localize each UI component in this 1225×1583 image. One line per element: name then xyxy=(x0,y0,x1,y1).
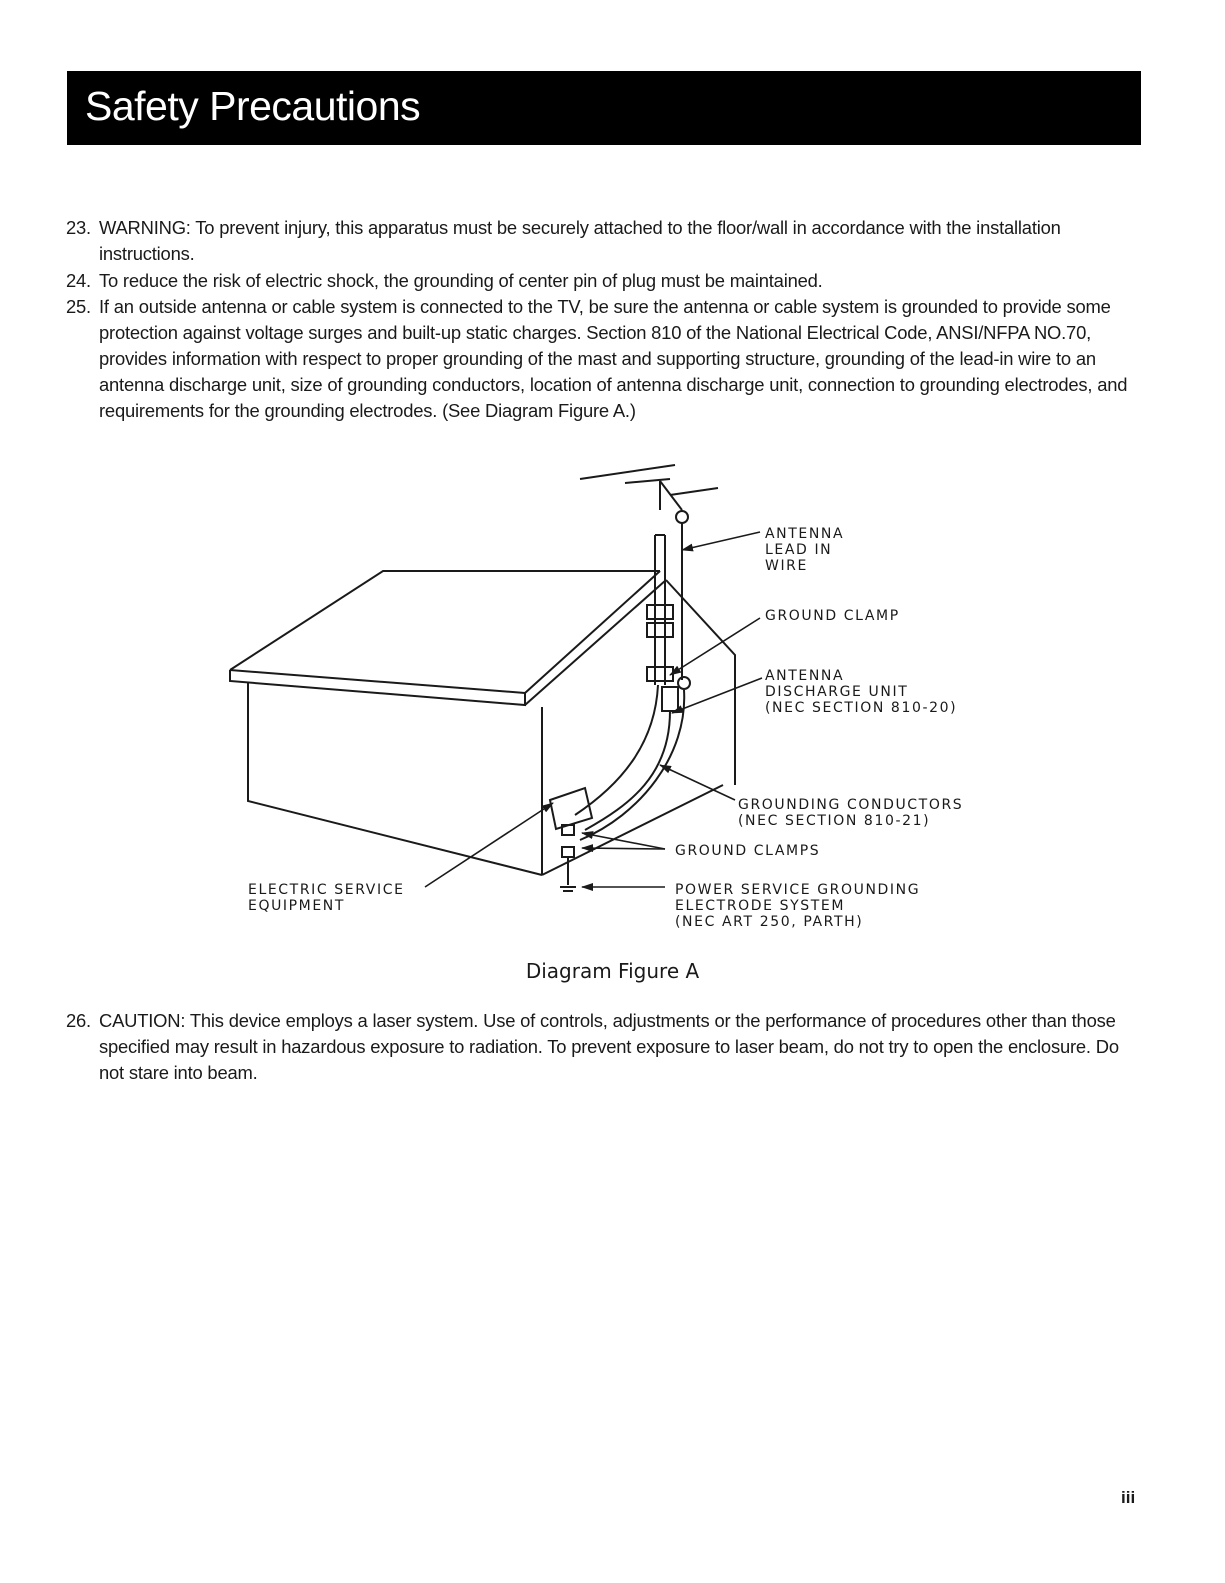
label-power-grounding: ELECTRODE SYSTEM xyxy=(675,898,846,914)
label-electric-service: ELECTRIC SERVICE xyxy=(248,882,405,898)
label-electric-service: EQUIPMENT xyxy=(248,898,346,914)
label-antenna-lead-in: ANTENNA xyxy=(765,526,845,542)
label-antenna-lead-in: WIRE xyxy=(765,558,808,574)
label-discharge-unit: DISCHARGE UNIT xyxy=(765,684,909,700)
page-number: iii xyxy=(1121,1488,1136,1507)
label-power-grounding: POWER SERVICE GROUNDING xyxy=(675,882,921,898)
item-text: CAUTION: This device employs a laser system. Use of controls, adjustments or the performance of procedures other than those specified may result in hazardous exposure to radiation. To prevent exposure to laser beam, do not try to open the enclosure. Do not stare into beam. xyxy=(99,1010,1119,1083)
house-drawing xyxy=(230,465,735,891)
item-number: 24. xyxy=(66,269,91,291)
item-text: To reduce the risk of electric shock, the grounding of center pin of plug must be maintained. xyxy=(99,269,823,291)
item-text: WARNING: To prevent injury, this apparatus must be securely attached to the floor/wall in accordance with the installation instructions. xyxy=(99,217,1061,264)
label-ground-clamp: GROUND CLAMP xyxy=(765,608,900,624)
precautions-list xyxy=(66,215,1146,424)
label-antenna-lead-in: LEAD IN xyxy=(765,542,833,558)
list-item xyxy=(66,215,1146,267)
label-ground-clamps: GROUND CLAMPS xyxy=(675,843,821,859)
list-item xyxy=(66,1008,1146,1085)
figure-caption: Diagram Figure A xyxy=(525,959,700,983)
list-item xyxy=(66,268,1146,294)
diagram-labels xyxy=(248,526,963,930)
label-grounding-conductors: (NEC SECTION 810-21) xyxy=(738,813,931,829)
label-grounding-conductors: GROUNDING CONDUCTORS xyxy=(738,797,964,813)
antenna-grounding-diagram xyxy=(200,455,1020,945)
item-text: If an outside antenna or cable system is connected to the TV, be sure the antenna or cable system is grounded to provide some protection against voltage surges and built-up static charges. Section 810 of the National Electrical Code, ANSI/NFPA NO.70, provides information with respect to proper grounding of the mast and supporting structure, grounding of the lead-in wire to an antenna discharge unit, size of grounding conductors, location of antenna discharge unit, connection to grounding electrodes, and requirements for the grounding electrodes. (See Diagram Figure A.) xyxy=(99,296,1128,421)
item-number: 23. xyxy=(66,217,91,238)
item-number: 26. xyxy=(66,1010,91,1031)
precautions-list xyxy=(66,1008,1146,1086)
header-bar xyxy=(67,71,1141,145)
list-item xyxy=(66,294,1146,423)
item-number: 25. xyxy=(66,296,91,318)
label-discharge-unit: (NEC SECTION 810-20) xyxy=(765,700,958,716)
label-power-grounding: (NEC ART 250, PARTH) xyxy=(675,914,864,930)
page-title: Safety Precautions xyxy=(85,83,421,129)
label-discharge-unit: ANTENNA xyxy=(765,668,845,684)
